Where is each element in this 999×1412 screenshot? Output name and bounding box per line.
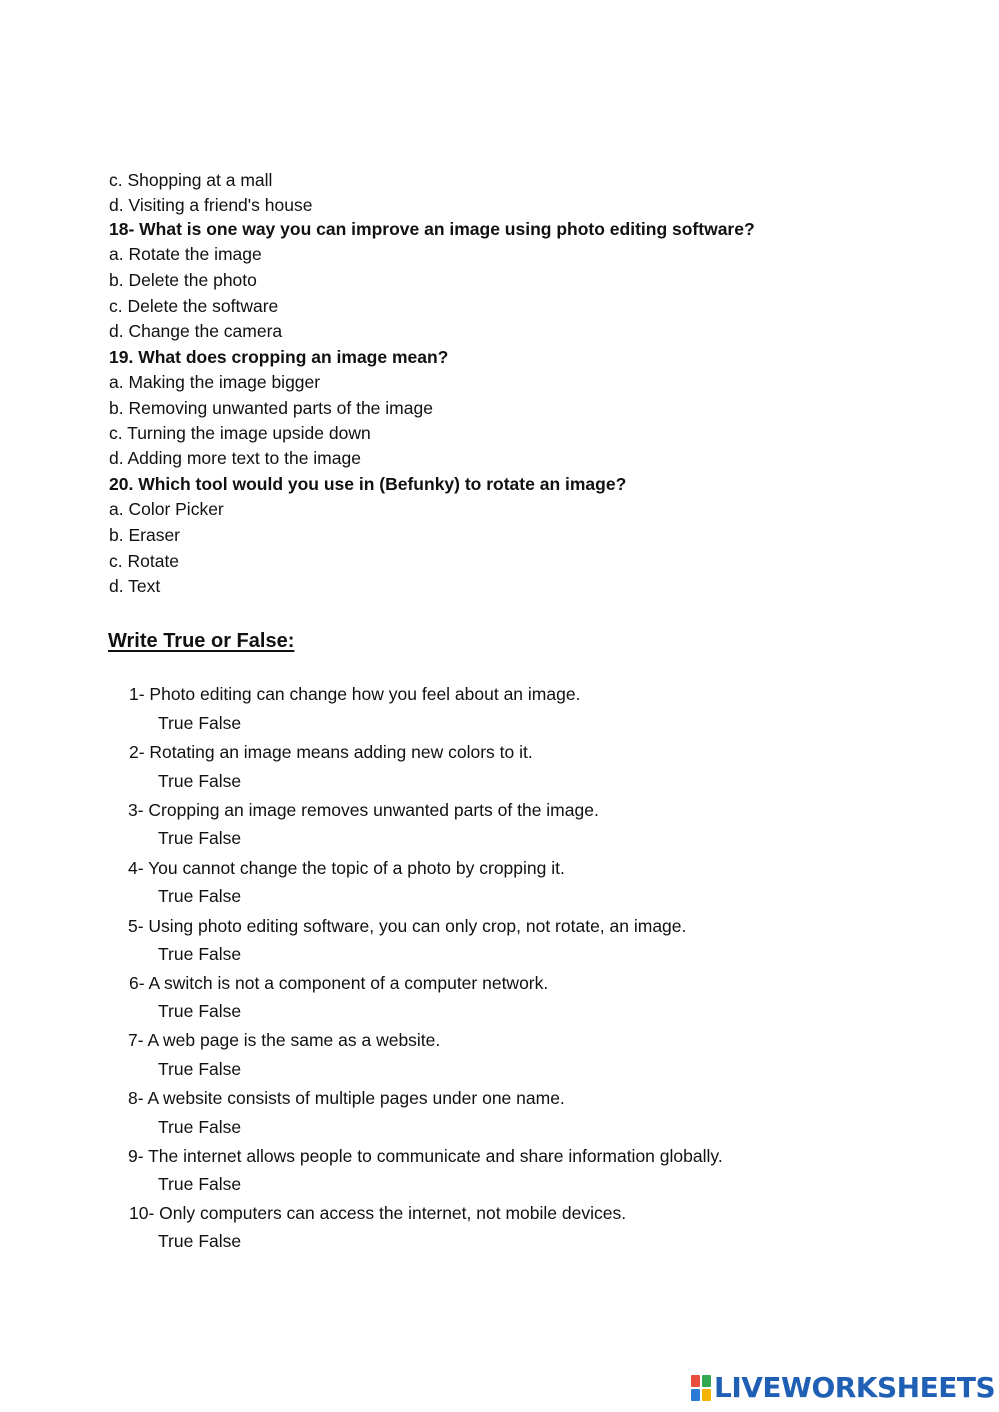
true-option[interactable]: True: [158, 1117, 194, 1137]
section-title-true-false: Write True or False:: [108, 630, 295, 652]
option-19d[interactable]: d. Adding more text to the image: [109, 448, 361, 468]
tf-options-1: [158, 712, 241, 734]
tf-statement-1: 1- Photo editing can change how you feel about an image.: [129, 684, 581, 704]
option-20a[interactable]: a. Color Picker: [109, 499, 224, 519]
option-18c[interactable]: c. Delete the software: [109, 296, 279, 316]
tf-statement-9: 9- The internet allows people to communicate and share information globally.: [128, 1146, 723, 1166]
tf-options-7: [158, 1058, 241, 1080]
tf-statement-6: 6- A switch is not a component of a computer network.: [129, 973, 549, 993]
tf-statement-7: 7- A web page is the same as a website.: [128, 1030, 441, 1050]
mcq-line: c. Shopping at a mall: [109, 170, 273, 190]
option-18a[interactable]: a. Rotate the image: [109, 244, 262, 264]
false-option[interactable]: False: [198, 1117, 242, 1137]
true-option[interactable]: True: [158, 771, 194, 791]
option-20c[interactable]: c. Rotate: [109, 551, 180, 571]
false-option[interactable]: False: [198, 1059, 242, 1079]
false-option[interactable]: False: [198, 944, 242, 964]
option-19b[interactable]: b. Removing unwanted parts of the image: [109, 398, 433, 418]
tf-options-9: [158, 1173, 241, 1195]
true-option[interactable]: True: [158, 1059, 194, 1079]
mcq-line: d. Visiting a friend's house: [109, 195, 313, 215]
tf-options-4: [158, 885, 241, 907]
false-option[interactable]: False: [198, 1001, 242, 1021]
true-option[interactable]: True: [158, 828, 194, 848]
tf-statement-3: 3- Cropping an image removes unwanted parts of the image.: [128, 800, 599, 820]
true-option[interactable]: True: [158, 713, 194, 733]
false-option[interactable]: False: [198, 771, 242, 791]
tf-statement-8: 8- A website consists of multiple pages under one name.: [128, 1088, 565, 1108]
tf-options-6: [158, 1000, 241, 1022]
false-option[interactable]: False: [198, 1174, 242, 1194]
tf-statement-5: 5- Using photo editing software, you can only crop, not rotate, an image.: [128, 916, 687, 936]
true-option[interactable]: True: [158, 944, 194, 964]
true-option[interactable]: True: [158, 1001, 194, 1021]
tf-statement-10: 10- Only computers can access the internet, not mobile devices.: [129, 1203, 627, 1223]
tf-options-5: [158, 943, 241, 965]
logo-text: LIVEWORKSHEETS: [714, 1371, 996, 1404]
tf-options-3: [158, 827, 241, 849]
option-18b[interactable]: b. Delete the photo: [109, 270, 257, 290]
liveworksheets-logo-icon: [691, 1375, 711, 1401]
option-20b[interactable]: b. Eraser: [109, 525, 180, 545]
liveworksheets-logo: [691, 1372, 995, 1404]
tf-options-8: [158, 1116, 241, 1138]
option-20d[interactable]: d. Text: [109, 576, 161, 596]
question-18: 18- What is one way you can improve an image using photo editing software?: [109, 219, 755, 239]
question-19: 19. What does cropping an image mean?: [109, 347, 449, 367]
option-19c[interactable]: c. Turning the image upside down: [109, 423, 371, 443]
false-option[interactable]: False: [198, 828, 242, 848]
tf-statement-2: 2- Rotating an image means adding new colors to it.: [129, 742, 533, 762]
false-option[interactable]: False: [198, 886, 242, 906]
tf-options-2: [158, 770, 241, 792]
tf-options-10: [158, 1230, 241, 1252]
true-option[interactable]: True: [158, 1174, 194, 1194]
option-18d[interactable]: d. Change the camera: [109, 321, 283, 341]
option-19a[interactable]: a. Making the image bigger: [109, 372, 321, 392]
false-option[interactable]: False: [198, 713, 242, 733]
question-20: 20. Which tool would you use in (Befunky) to rotate an image?: [109, 474, 627, 494]
true-option[interactable]: True: [158, 886, 194, 906]
false-option[interactable]: False: [198, 1231, 242, 1251]
true-option[interactable]: True: [158, 1231, 194, 1251]
tf-statement-4: 4- You cannot change the topic of a photo by cropping it.: [128, 858, 565, 878]
